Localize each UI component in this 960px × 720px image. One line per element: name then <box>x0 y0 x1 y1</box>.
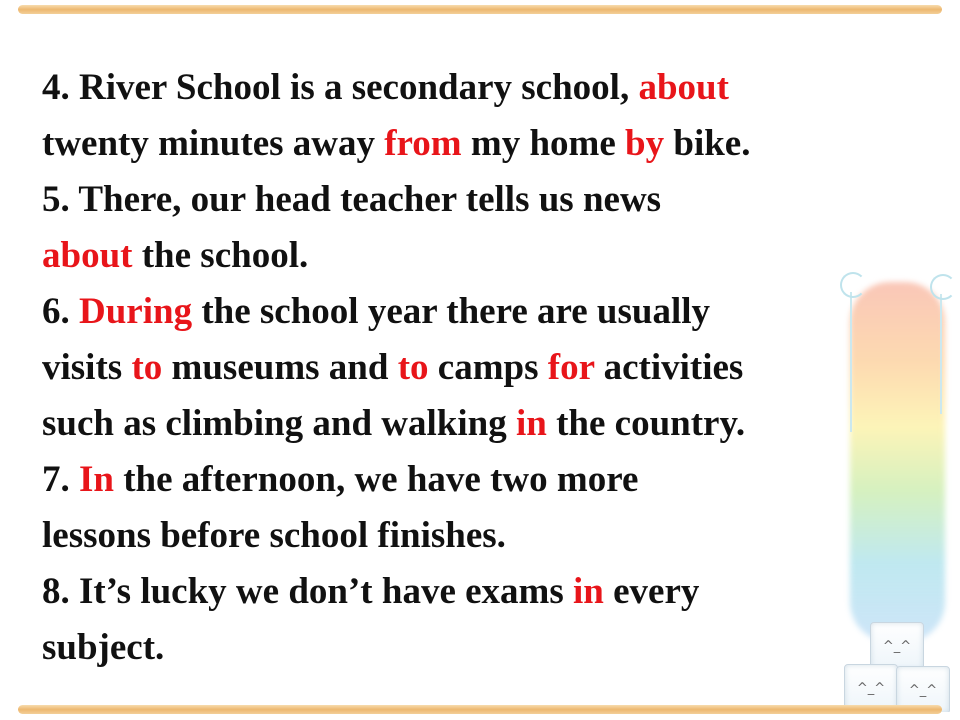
sentence-text: museums and <box>162 347 398 388</box>
sentence-line <box>42 620 922 676</box>
highlighted-preposition: for <box>547 347 595 388</box>
sentence-text: 4. River School is a secondary school, <box>42 67 639 108</box>
highlighted-preposition: During <box>79 291 193 332</box>
sentence-line <box>42 508 922 564</box>
highlighted-preposition: in <box>515 403 547 444</box>
sentence-line <box>42 228 922 284</box>
highlighted-preposition: In <box>79 459 114 500</box>
sentence-text: the school year there are usually <box>192 291 711 332</box>
sentence-line <box>42 452 922 508</box>
sentence-text: my home <box>461 123 626 164</box>
sentence-line <box>42 60 922 116</box>
sentence-line <box>42 340 922 396</box>
sentence-item <box>42 284 922 452</box>
cube-face: ^_^ <box>856 680 886 696</box>
cube-face: ^_^ <box>882 638 912 654</box>
sentence-item <box>42 60 922 172</box>
sentence-text: 6. <box>42 291 79 332</box>
sentence-line <box>42 284 922 340</box>
sentence-text: the school. <box>132 235 309 276</box>
highlighted-preposition: in <box>573 571 604 612</box>
highlighted-preposition: about <box>42 235 133 276</box>
sentence-item <box>42 172 922 284</box>
bottom-border-bar <box>18 705 942 714</box>
sentence-text: camps <box>428 347 548 388</box>
sentence-text: bike. <box>664 123 751 164</box>
sentence-text: lessons before school finishes. <box>42 515 506 556</box>
sentence-list <box>42 60 922 676</box>
sentence-line <box>42 396 922 452</box>
sentence-line <box>42 116 922 172</box>
cube-face: ^_^ <box>908 682 938 698</box>
sentence-line <box>42 172 922 228</box>
sentence-text: 8. It’s lucky we don’t have exams <box>42 571 574 612</box>
sentence-text: every <box>603 571 700 612</box>
sentence-text: the afternoon, we have two more <box>113 459 639 500</box>
sentence-item <box>42 564 922 676</box>
highlighted-preposition: from <box>384 123 462 164</box>
sentence-item <box>42 452 922 564</box>
sentence-text: such as climbing and walking <box>42 403 516 444</box>
highlighted-preposition: to <box>397 347 429 388</box>
swirl-stem <box>940 294 942 414</box>
top-border-bar <box>18 5 942 14</box>
highlighted-preposition: to <box>131 347 163 388</box>
sentence-text: 5. There, our head teacher tells us news <box>42 179 662 220</box>
sentence-text: 7. <box>42 459 79 500</box>
swirl-icon <box>930 274 956 300</box>
sentence-text: the country. <box>546 403 746 444</box>
sentence-text: subject. <box>42 627 165 668</box>
sentence-text: activities <box>594 347 744 388</box>
highlighted-preposition: about <box>638 67 729 108</box>
sentence-text: visits <box>42 347 132 388</box>
sentence-text: twenty minutes away <box>42 123 385 164</box>
highlighted-preposition: by <box>625 123 665 164</box>
sentence-line <box>42 564 922 620</box>
